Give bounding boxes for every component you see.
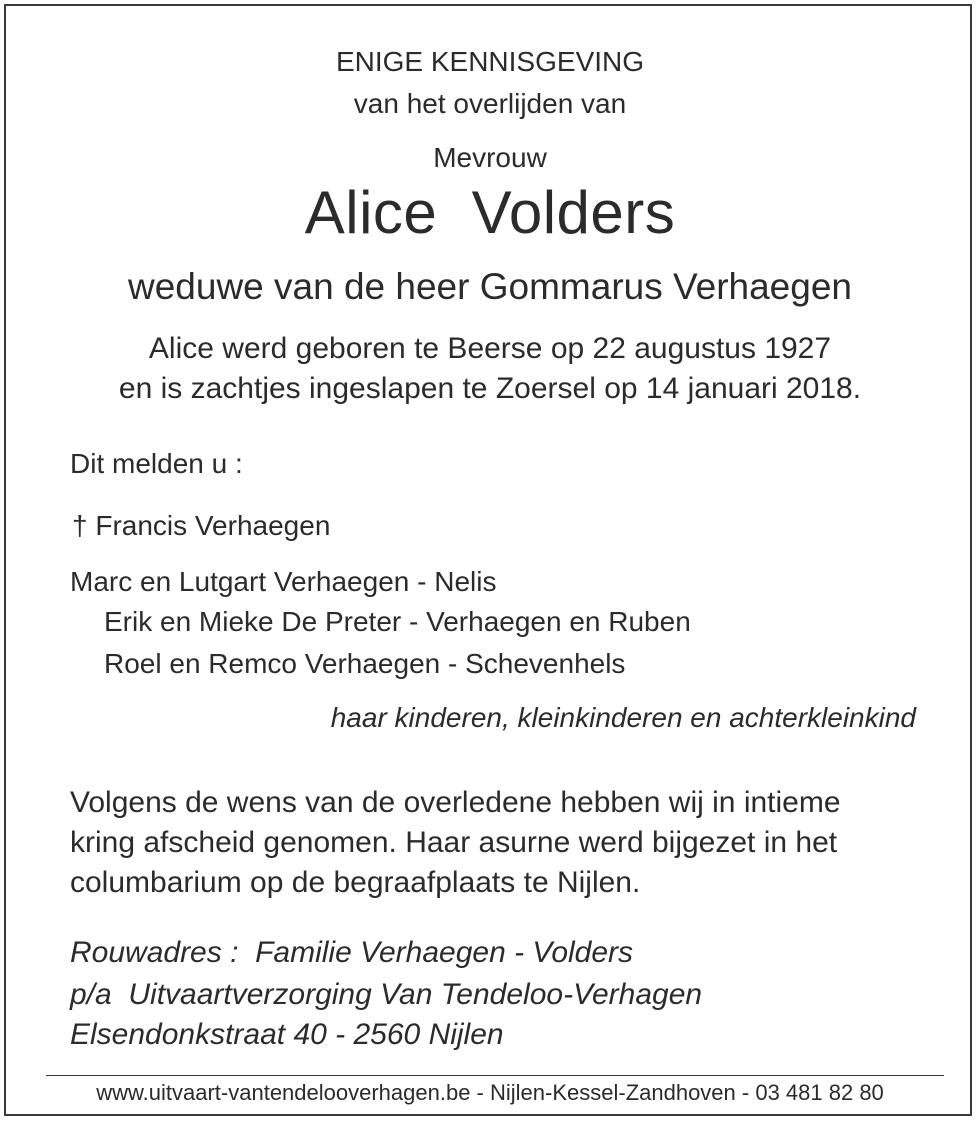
address-line: Rouwadres : Familie Verhaegen - Volders — [70, 936, 634, 969]
message-line: Volgens de wens van de overledene hebben wij in intieme — [70, 786, 841, 819]
grandchildren-line: Roel en Remco Verhaegen - Schevenhels — [104, 648, 626, 679]
address-line: p/a Uitvaartverzorging Van Tendeloo-Verhagen — [70, 978, 703, 1011]
notice-heading: ENIGE KENNISGEVING — [335, 46, 645, 77]
widow-of-line: weduwe van de heer Gommarus Verhaegen — [128, 266, 852, 307]
salutation: Mevrouw — [433, 142, 547, 173]
notice-subtitle: van het overlijden van — [353, 88, 627, 119]
deceased-child: † Francis Verhaegen — [72, 510, 331, 541]
grandchildren-line: Erik en Mieke De Preter - Verhaegen en Ruben — [104, 606, 691, 637]
family-intro: Dit melden u : — [70, 448, 243, 479]
death-line: en is zachtjes ingeslapen te Zoersel op 14 januari 2018. — [118, 372, 862, 405]
address-line: Elsendonkstraat 40 - 2560 Nijlen — [70, 1018, 504, 1051]
deceased-name: Alice Volders — [304, 179, 676, 246]
birth-line: Alice werd geboren te Beerse op 22 augustus 1927 — [148, 332, 832, 365]
footer-contact: www.uitvaart-vantendelooverhagen.be - Nijlen-Kessel-Zandhoven - 03 481 82 80 — [96, 1080, 884, 1105]
family-relation: haar kinderen, kleinkinderen en achterkleinkind — [330, 702, 916, 733]
footer-divider — [46, 1075, 944, 1076]
message-line: columbarium op de begraafplaats te Nijlen. — [70, 866, 641, 899]
message-line: kring afscheid genomen. Haar asurne werd bijgezet in het — [70, 826, 838, 859]
children-line: Marc en Lutgart Verhaegen - Nelis — [70, 566, 497, 597]
